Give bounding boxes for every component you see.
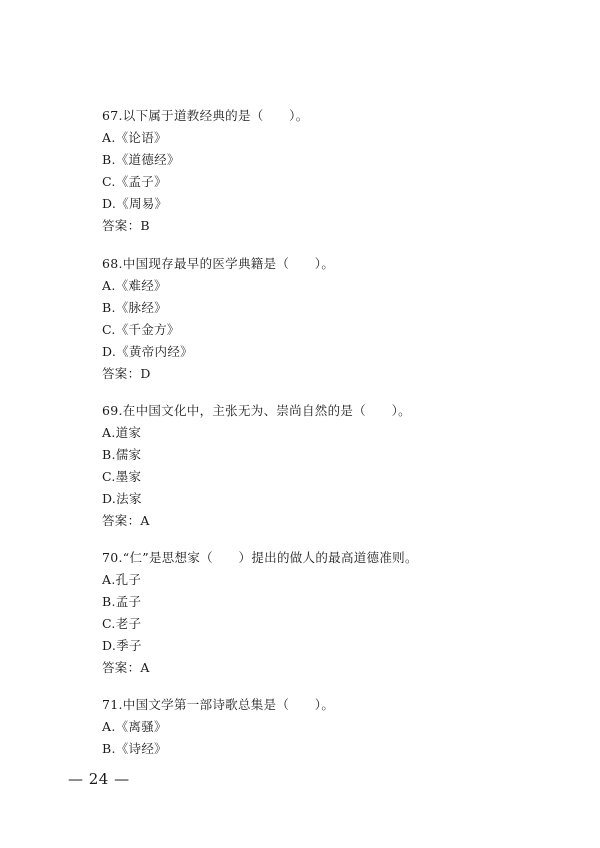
question-stem: 68.中国现存最早的医学典籍是（ ）。 [102, 256, 335, 271]
question-68 [102, 253, 542, 385]
question-stem: 70.“仁”是思想家（ ）提出的做人的最高道德准则。 [102, 550, 418, 565]
question-67 [102, 105, 542, 237]
page-number: — 24 — [68, 770, 130, 788]
option-a: A.《离骚》 [102, 719, 167, 734]
question-stem: 69.在中国文化中，主张无为、崇尚自然的是（ ）。 [102, 403, 411, 418]
question-70 [102, 547, 542, 679]
question-stem: 71.中国文学第一部诗歌总集是（ ）。 [102, 697, 335, 712]
answer-line: 答案：A [102, 660, 150, 675]
answer-line: 答案：D [102, 366, 151, 381]
option-c: C.墨家 [102, 469, 142, 484]
question-stem: 67.以下属于道教经典的是（ ）。 [102, 108, 309, 123]
option-d: D.季子 [102, 638, 142, 653]
option-b: B.《诗经》 [102, 741, 167, 756]
answer-line: 答案：B [102, 218, 150, 233]
option-c: C.《孟子》 [102, 174, 167, 189]
question-69 [102, 400, 542, 532]
option-a: A.道家 [102, 425, 142, 440]
option-b: B.《脉经》 [102, 300, 167, 315]
option-d: D.《黄帝内经》 [102, 344, 193, 359]
option-a: A.《论语》 [102, 130, 167, 145]
option-d: D.法家 [102, 491, 142, 506]
question-71 [102, 694, 542, 760]
option-b: B.孟子 [102, 594, 142, 609]
option-b: B.儒家 [102, 447, 142, 462]
option-c: C.老子 [102, 616, 142, 631]
option-c: C.《千金方》 [102, 322, 180, 337]
option-a: A.孔子 [102, 572, 142, 587]
answer-line: 答案：A [102, 513, 150, 528]
option-a: A.《难经》 [102, 278, 167, 293]
option-d: D.《周易》 [102, 196, 168, 211]
option-b: B.《道德经》 [102, 152, 180, 167]
